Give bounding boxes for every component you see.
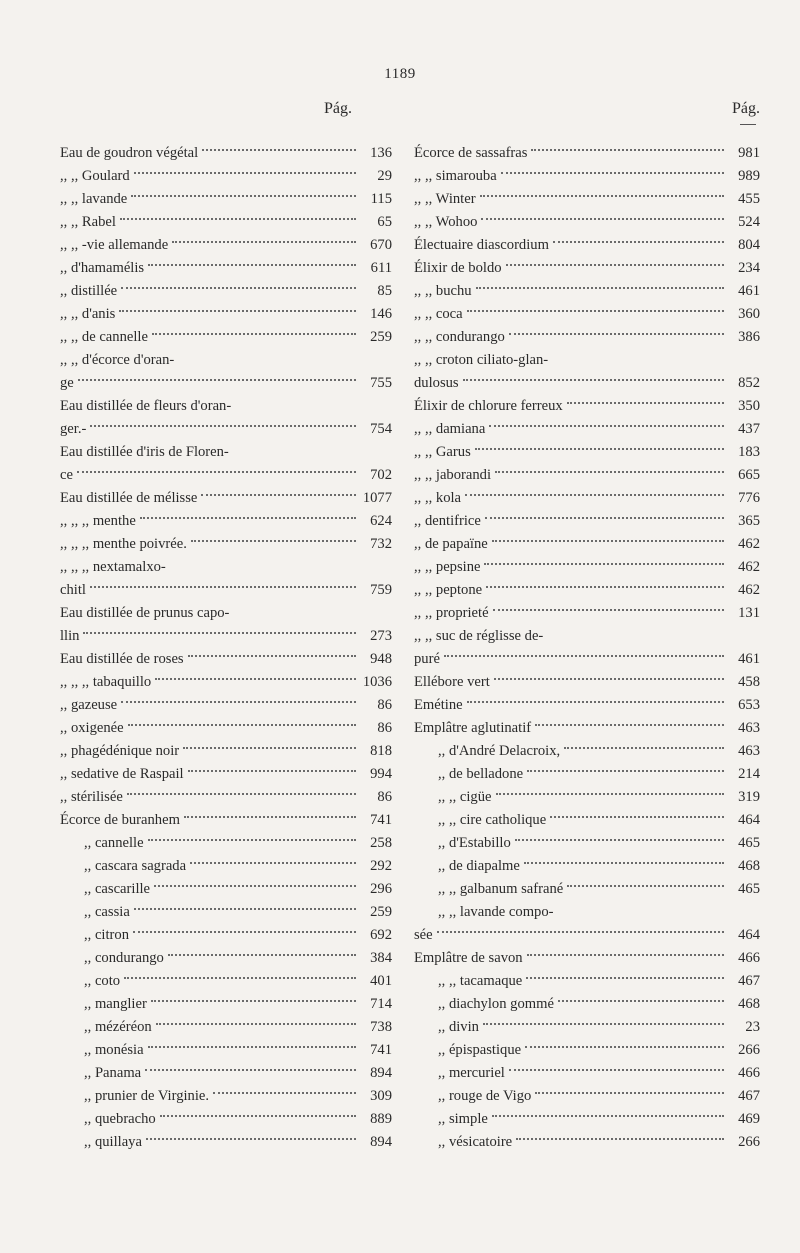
dot-leader [178,341,356,364]
entry-page-number: 702 [370,467,392,483]
dot-leader [233,433,356,456]
dot-leader [201,479,356,502]
dot-leader [191,525,356,548]
dot-leader [134,157,356,180]
entry-term: Écorce de sassafras [414,145,528,161]
entry-term: puré [414,651,440,667]
entry-page-number: 465 [738,881,760,897]
entry-page-number: 889 [370,1111,392,1127]
dot-leader [480,180,724,203]
dot-leader [463,364,724,387]
dot-leader [509,318,724,341]
entry-term: ,, épispastique [438,1042,522,1058]
entry-page-number: 653 [738,697,760,713]
entry-page-number: 266 [738,1042,760,1058]
entry-page-number: 365 [738,513,760,529]
entry-term: Eau distillée d'iris de Floren- [60,444,229,460]
dot-leader [515,824,724,847]
index-entry [414,295,760,322]
index-entry [414,939,760,966]
entry-term: ,, citron [84,927,129,943]
index-entry [60,456,392,483]
dot-leader [483,1008,724,1031]
dot-leader [188,755,356,778]
entry-term: Écorce de buranhem [60,812,180,828]
dot-leader [516,1123,724,1146]
entry-page-number: 1036 [362,674,392,690]
entry-term: ,, ,, ,, menthe poivrée. [60,536,187,552]
dot-leader [202,134,356,157]
dot-leader [140,502,356,525]
dot-leader [154,870,356,893]
index-column-right [414,100,760,1150]
index-entry [414,686,760,713]
entry-page-number: 350 [738,398,760,414]
entry-page-number: 86 [377,720,392,736]
entry-page-number: 714 [370,996,392,1012]
entry-term: Ellébore vert [414,674,490,690]
entry-term: Eau de goudron végétal [60,145,199,161]
dot-leader [476,272,724,295]
dot-leader [506,249,724,272]
dot-leader [527,755,724,778]
dot-leader [188,640,356,663]
entry-term: ,, vésicatoire [438,1134,513,1150]
entry-page-number: 804 [738,237,760,253]
dot-leader [131,180,356,203]
entry-page-number: 146 [370,306,392,322]
index-entry [60,594,392,621]
entry-page-number: 464 [738,927,760,943]
dot-leader [481,203,724,226]
entry-page-number: 611 [370,260,392,276]
entry-page-number: 463 [738,743,760,759]
dot-leader [550,801,724,824]
entry-page-number: 981 [738,145,760,161]
entry-term: ,, diachylon gommé [438,996,554,1012]
dot-leader [152,318,356,341]
entry-term: ,, Panama [84,1065,142,1081]
dot-leader [567,387,724,410]
entry-term: ,, ,, peptone [414,582,483,598]
entry-list [60,134,392,1150]
entry-term: ,, ,, Rabel [60,214,116,230]
entry-page-number: 437 [738,421,760,437]
dot-leader [527,939,724,962]
index-entry [60,433,392,460]
entry-term: ,, divin [438,1019,479,1035]
index-entry [414,387,760,414]
dot-leader [90,410,356,433]
entry-term: ,, ,, lavande [60,191,128,207]
entry-page-number: 86 [377,789,392,805]
entry-term: Élixir de boldo [414,260,502,276]
dot-leader [489,410,724,433]
dot-leader [567,870,724,893]
entry-page-number: 467 [738,973,760,989]
entry-page-number: 462 [738,559,760,575]
entry-page-number: 776 [738,490,760,506]
index-entry [60,134,392,161]
entry-page-number: 386 [738,329,760,345]
dot-leader [437,916,724,939]
dot-leader [531,134,724,157]
index-entry [414,709,760,736]
entry-term: ,, manglier [84,996,147,1012]
dot-leader [213,1077,356,1100]
entry-term: ,, ,, ,, tabaquillo [60,674,152,690]
entry-term: ,, ,, proprieté [414,605,489,621]
entry-term: ,, quillaya [84,1134,142,1150]
entry-term: ,, ,, d'écorce d'oran- [60,352,175,368]
entry-page-number: 624 [370,513,392,529]
dot-leader [558,893,725,916]
entry-term: ,, phagédénique noir [60,743,180,759]
entry-page-number: 401 [370,973,392,989]
entry-page-number: 754 [370,421,392,437]
dot-leader [148,249,356,272]
dot-leader [155,663,356,686]
entry-page-number: 738 [370,1019,392,1035]
entry-page-number: 461 [738,283,760,299]
entry-term: ,, ,, kola [414,490,462,506]
entry-term: ,, mézéréon [84,1019,152,1035]
entry-term: ,, ,, buchu [414,283,472,299]
entry-page-number: 692 [370,927,392,943]
dot-leader [160,1100,356,1123]
dot-leader [119,295,356,318]
entry-page-number: 464 [738,812,760,828]
dot-leader [495,456,724,479]
dot-leader [486,571,724,594]
dot-leader [184,801,356,824]
entry-page-number: 384 [370,950,392,966]
entry-term: ,, d'hamamélis [60,260,145,276]
entry-term: ,, de belladone [438,766,524,782]
dot-leader [552,341,724,364]
entry-term: Emplâtre de savon [414,950,523,966]
entry-term: Emplâtre aglutinatif [414,720,532,736]
entry-term: llin [60,628,80,644]
entry-term: ,, dentifrice [414,513,481,529]
entry-page-number: 29 [377,168,392,184]
entry-page-number: 455 [738,191,760,207]
dot-leader [190,847,356,870]
entry-page-number: 755 [370,375,392,391]
entry-page-number: 461 [738,651,760,667]
entry-term: ,, ,, Wohoo [414,214,478,230]
entry-term: ,, ,, de cannelle [60,329,148,345]
entry-term: sée [414,927,433,943]
index-entry [414,916,760,943]
entry-term: ,, ,, tacamaque [438,973,523,989]
entry-term: ,, ,, damiana [414,421,486,437]
entry-page-number: 65 [377,214,392,230]
entry-page-number: 994 [370,766,392,782]
dot-leader [484,548,724,571]
dot-leader [134,893,356,916]
entry-page-number: 266 [738,1134,760,1150]
dot-leader [509,1054,724,1077]
entry-page-number: 468 [738,996,760,1012]
entry-page-number: 732 [370,536,392,552]
dot-leader [547,617,724,640]
entry-page-number: 463 [738,720,760,736]
index-entry [414,502,760,529]
entry-term: Élixir de chlorure ferreux [414,398,563,414]
entry-term: ,, ,, d'anis [60,306,116,322]
index-entry [60,571,392,598]
index-entry [60,617,392,644]
entry-page-number: 852 [738,375,760,391]
entry-term: ,, de diapalme [438,858,520,874]
entry-term: ,, cascara sagrada [84,858,187,874]
entry-page-number: 741 [370,812,392,828]
entry-term: ,, ,, Goulard [60,168,130,184]
entry-page-number: 894 [370,1065,392,1081]
entry-term: Eau distillée de fleurs d'oran- [60,398,232,414]
entry-page-number: 86 [377,697,392,713]
dot-leader [553,226,724,249]
entry-term: ,, ,, suc de réglisse de- [414,628,544,644]
column-header-pag: Pág. [324,100,352,117]
entry-term: ,, ,, croton ciliato-glan- [414,352,549,368]
entry-list [414,134,760,1150]
entry-term: ,, d'André Delacroix, [438,743,561,759]
entry-term: ,, stérilisée [60,789,123,805]
column-header-pag: Pág. [414,100,760,124]
entry-term: ,, ,, pepsine [414,559,481,575]
dot-leader [494,663,724,686]
dot-leader [148,1031,356,1054]
dot-leader [467,295,724,318]
dot-leader [535,1077,724,1100]
dot-leader [475,433,724,456]
index-entry [414,134,760,161]
entry-page-number: 818 [370,743,392,759]
entry-term: ,, ,, simarouba [414,168,497,184]
dot-leader [128,709,356,732]
dot-leader [492,525,724,548]
index-entry [414,479,760,506]
dot-leader [183,732,356,755]
entry-term: ,, ,, cigüe [438,789,492,805]
entry-term: ,, quebracho [84,1111,156,1127]
index-entry [414,318,760,345]
dot-leader [168,939,356,962]
index-entry [60,410,392,437]
entry-term: ,, ,, cire catholique [438,812,547,828]
dot-leader [501,157,724,180]
entry-term: ,, mercuriel [438,1065,505,1081]
dot-leader [493,594,724,617]
entry-term: ,, de papaïne [414,536,488,552]
entry-page-number: 234 [738,260,760,276]
entry-page-number: 467 [738,1088,760,1104]
entry-term: ,, cannelle [84,835,144,851]
entry-page-number: 665 [738,467,760,483]
entry-term: ,, ,, Winter [414,191,476,207]
entry-term: ,, d'Estabillo [438,835,511,851]
index-entry [60,364,392,391]
dot-leader [120,203,356,226]
dot-leader [78,364,356,387]
entry-page-number: 292 [370,858,392,874]
dot-leader [83,617,356,640]
entry-page-number: 258 [370,835,392,851]
dot-leader [170,548,356,571]
dot-leader [496,778,725,801]
dot-leader [133,916,356,939]
dot-leader [124,962,356,985]
entry-term: ,, sedative de Raspail [60,766,184,782]
entry-page-number: 465 [738,835,760,851]
index-entry [60,479,392,506]
entry-term: ,, monésia [84,1042,144,1058]
entry-term: ,, ,, coca [414,306,463,322]
entry-page-number: 319 [738,789,760,805]
entry-page-number: 458 [738,674,760,690]
index-entry [414,640,760,667]
entry-term: ,, ,, ,, menthe [60,513,136,529]
entry-page-number: 462 [738,582,760,598]
dot-leader [535,709,724,732]
entry-page-number: 85 [377,283,392,299]
entry-term: ,, ,, -vie allemande [60,237,169,253]
dot-leader [146,1123,356,1146]
entry-term: ,, gazeuse [60,697,118,713]
entry-page-number: 131 [738,605,760,621]
dot-leader [145,1054,356,1077]
entry-term: dulosus [414,375,459,391]
entry-page-number: 183 [738,444,760,460]
entry-page-number: 466 [738,1065,760,1081]
entry-page-number: 115 [370,191,392,207]
entry-term: ,, ,, ,, nextamalxo- [60,559,166,575]
dot-leader [524,847,724,870]
entry-term: ,, ,, jaborandi [414,467,492,483]
entry-page-number: 360 [738,306,760,322]
dot-leader [233,594,356,617]
entry-page-number: 462 [738,536,760,552]
entry-page-number: 273 [370,628,392,644]
dot-leader [121,686,356,709]
entry-term: ,, coto [84,973,121,989]
entry-term: ,, condurango [84,950,164,966]
dot-leader [172,226,356,249]
entry-term: ,, cassia [84,904,130,920]
dot-leader [156,1008,356,1031]
dot-leader [467,686,724,709]
entry-term: ,, cascarille [84,881,151,897]
dot-leader [444,640,724,663]
entry-page-number: 948 [370,651,392,667]
entry-page-number: 259 [370,904,392,920]
index-entry [414,663,760,690]
entry-term: ,, ,, galbanum safrané [438,881,564,897]
dot-leader [465,479,724,502]
entry-term: chitl [60,582,86,598]
entry-term: Eau distillée de prunus capo- [60,605,230,621]
entry-term: Électuaire diascordium [414,237,549,253]
dot-leader [526,962,724,985]
entry-page-number: 136 [370,145,392,161]
entry-page-number: 759 [370,582,392,598]
entry-page-number: 894 [370,1134,392,1150]
entry-page-number: 1077 [362,490,392,506]
entry-term: ger.- [60,421,87,437]
entry-term: ,, rouge de Vigo [438,1088,532,1104]
entry-term: ,, ,, condurango [414,329,505,345]
entry-term: ge [60,375,74,391]
entry-term: ce [60,467,73,483]
entry-page-number: 309 [370,1088,392,1104]
entry-term: ,, distillée [60,283,118,299]
dot-leader [77,456,356,479]
index-column-left [60,100,392,1150]
entry-page-number: 214 [738,766,760,782]
entry-page-number: 524 [738,214,760,230]
entry-term: Eau distillée de mélisse [60,490,198,506]
entry-page-number: 466 [738,950,760,966]
entry-page-number: 989 [738,168,760,184]
index-entry [414,364,760,391]
dot-leader [90,571,356,594]
dot-leader [148,824,356,847]
index-entry [60,387,392,414]
entry-term: ,, oxigenée [60,720,124,736]
entry-page-number: 259 [370,329,392,345]
dot-leader [558,985,724,1008]
entry-page-number: 670 [370,237,392,253]
dot-leader [564,732,724,755]
entry-term: ,, ,, lavande compo- [438,904,554,920]
entry-term: ,, ,, Garus [414,444,471,460]
index-entry [60,640,392,667]
dot-leader [525,1031,724,1054]
entry-page-number: 468 [738,858,760,874]
dot-leader [492,1100,724,1123]
dot-leader [127,778,356,801]
entry-term: Emétine [414,697,463,713]
entry-term: Eau distillée de roses [60,651,184,667]
entry-term: ,, prunier de Virginie. [84,1088,210,1104]
entry-page-number: 469 [738,1111,760,1127]
entry-page-number: 23 [745,1019,760,1035]
dot-leader [151,985,356,1008]
dot-leader [121,272,356,295]
entry-page-number: 741 [370,1042,392,1058]
entry-page-number: 296 [370,881,392,897]
dot-leader [485,502,724,525]
page-number: 1189 [384,66,416,82]
dot-leader [235,387,356,410]
entry-term: ,, simple [438,1111,488,1127]
